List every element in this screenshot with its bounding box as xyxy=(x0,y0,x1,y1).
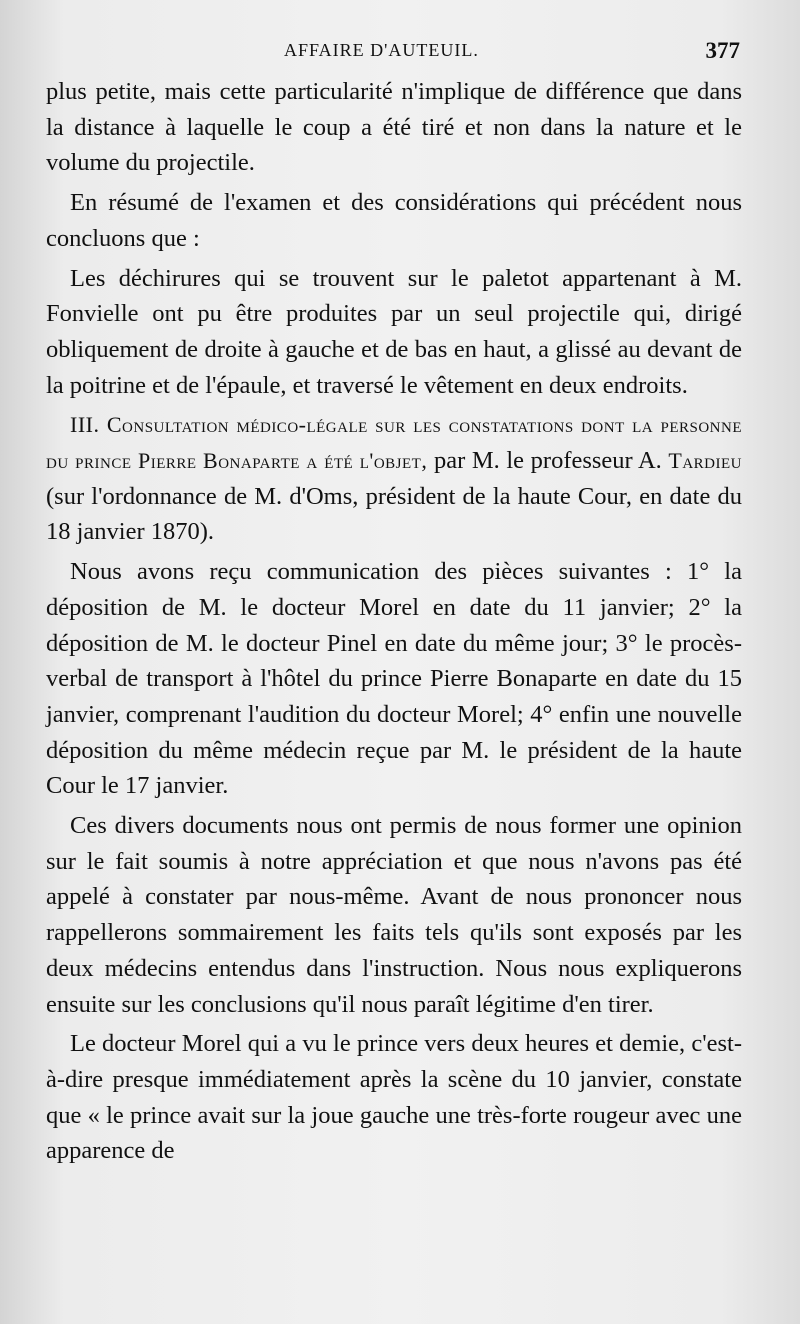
author-name: Tardieu xyxy=(668,448,743,474)
running-head: AFFAIRE D'AUTEUIL. xyxy=(284,40,479,60)
section-heading-attribution-a: par M. le professeur A. xyxy=(427,447,669,475)
page-number: 377 xyxy=(705,38,740,63)
section-heading: III. Consultation médico-légale sur les constatations dont la personne du prince Pierre Bonaparte a été l'objet, xyxy=(46,412,742,474)
section-heading-attribution-b: (sur l'ordonnance de M. d'Oms, président de la haute Cour, en date du 18 janvier 1870). xyxy=(46,482,742,546)
paragraph-conclusion-intro: En résumé de l'examen et des considérations qui précédent nous concluons que : xyxy=(46,189,742,252)
paragraph-documents: Nous avons reçu communication des pièces suivantes : 1° la déposition de M. le docteur Morel en date du 11 janvier; 2° la déposition de M. le docteur Pinel en date du même jour; 3° le procès-verbal de transport à l'hôtel du prince Pierre Bonaparte en date du 15 janvier, comprenant l'audition du docteur Morel; 4° enfin une nouvelle déposition du même médecin reçue par M. le président de la haute Cour le 17 janvier. xyxy=(46,558,742,800)
paragraph-morel: Le docteur Morel qui a vu le prince vers deux heures et demie, c'est-à-dire presque immédiatement après la scène du 10 janvier, constate que « le prince avait sur la joue gauche une très-forte rougeur avec une apparence de xyxy=(46,1030,742,1165)
paragraph-conclusion: Les déchirures qui se trouvent sur le paletot appartenant à M. Fonvielle ont pu être produites par un seul projectile qui, dirigé obliquement de droite à gauche et de bas en haut, a glissé au devant de la poitrine et de l'épaule, et traversé le vêtement en deux endroits. xyxy=(46,264,742,399)
paragraph-continuation: plus petite, mais cette particularité n'implique de différence que dans la distance à laquelle le coup a été tiré et non dans la nature et le volume du projectile. xyxy=(46,78,742,177)
page-header xyxy=(46,38,740,72)
page-body xyxy=(46,74,742,1169)
paragraph-opinion: Ces divers documents nous ont permis de nous former une opinion sur le fait soumis à notre appréciation et que nous n'avons pas été appelé à constater par nous-même. Avant de nous prononcer nous rappellerons sommairement les faits tels qu'ils sont exposés par les deux médecins entendus dans l'instruction. Nous nous expliquerons ensuite sur les conclusions qu'il nous paraît légitime d'en tirer. xyxy=(46,812,742,1018)
section-heading-paragraph xyxy=(46,407,742,550)
